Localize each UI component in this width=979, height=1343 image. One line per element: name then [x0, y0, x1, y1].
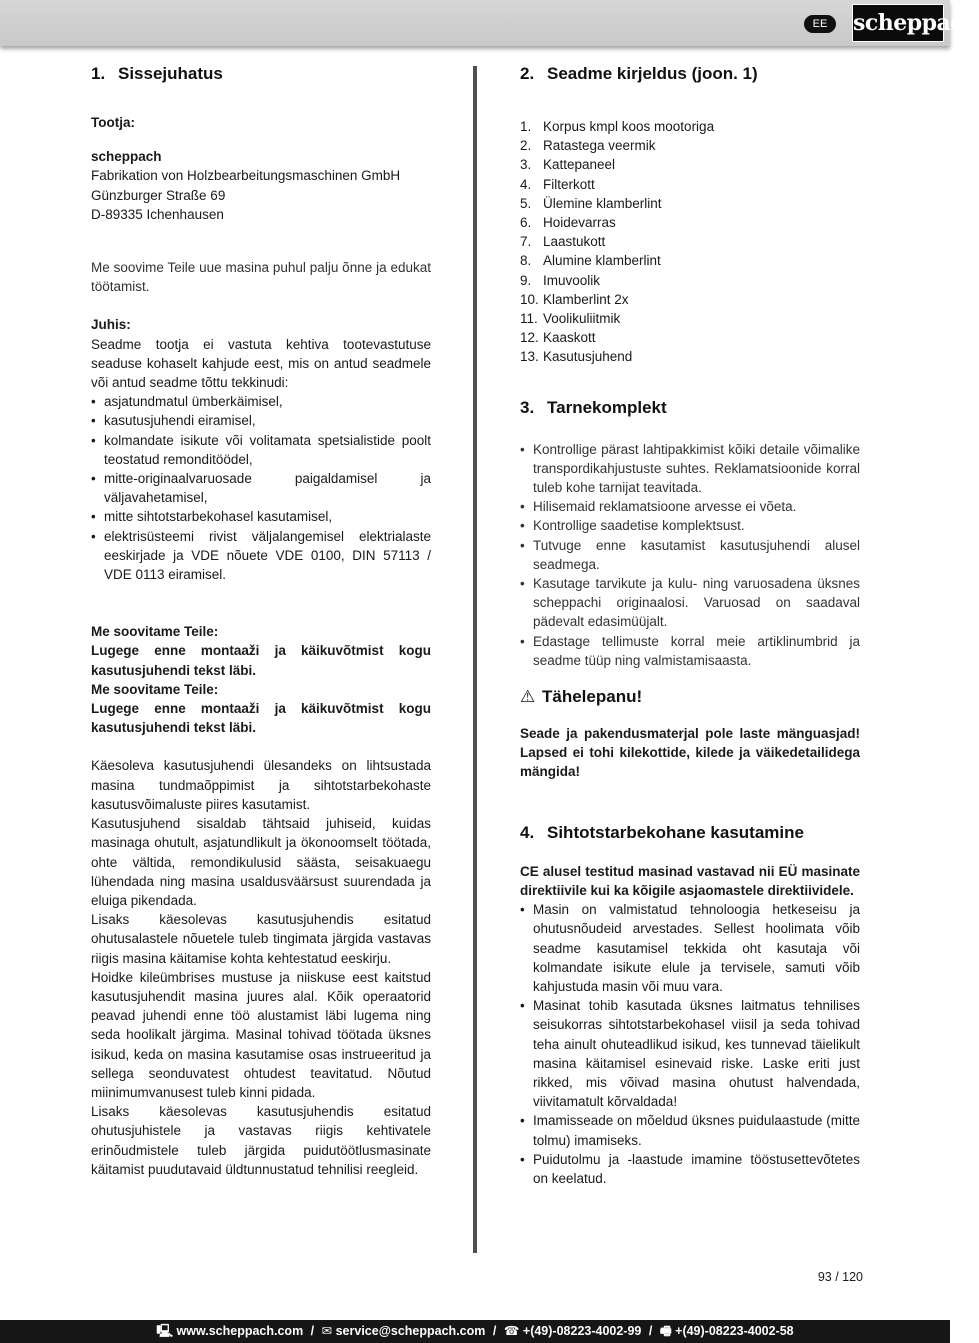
list-item: • Masin on valmistatud tehnoloogia hetkeseisu ja ohutusnõudeid arvestades. Sellest hoolimata võib seadme kasutamisel tekkida oht kasutaja või kolmandate isikute elule ja tervisele, samuti võib kahjustuda masin või muu vara.	[520, 900, 860, 996]
recommend-text-2: Lugege enne montaaži ja käikuvõtmist kogu kasutusjuhendi tekst läbi.	[91, 701, 431, 736]
list-item	[520, 232, 860, 251]
list-item	[520, 290, 860, 309]
list-item	[520, 213, 860, 232]
language-badge: EE	[804, 15, 836, 33]
brand-logo: scheppach	[852, 4, 944, 42]
right-column	[520, 62, 860, 1188]
phone-number: +(49)-08223-4002-99	[522, 1324, 642, 1338]
intended-use-bullet-list	[520, 900, 860, 1188]
item-number: 11.	[520, 311, 538, 327]
note-bullet-list	[91, 392, 431, 584]
item-text: Voolikuliitmik	[543, 311, 621, 327]
email-link[interactable]: service@scheppach.com	[335, 1324, 486, 1338]
list-item: • Kasutage tarvikute ja kulu- ning varuosadena üksnes scheppachi originaalosi. Varuosad on saadaval pädevalt edasimüüjalt.	[520, 574, 860, 632]
list-item: • Imamisseade on mõeldud üksnes puidulaastude (mitte tolmu) imamiseks.	[520, 1111, 860, 1149]
body-paragraph-4: Hoidke kileümbrises mustuse ja niiskuse eest kaitstud kasutusjuhendit masina juures alal. Kõik operaatorid peavad juhendi enne töö alustamist läbi lugema ning seda hoolikalt järgima. Masinal tohivad töötada üksnes isikud, keda on masina kasutamise osas instrueeritud ja sellega seonduvatest ohtudest teavitatud. Nõutud miinimumvanusest tuleb kinni pidada.	[91, 969, 431, 1100]
section-4-number: 4.	[520, 822, 535, 842]
item-number: 4.	[520, 176, 532, 192]
attention-text: Seade ja pakendusmaterjal pole laste mänguasjad! Lapsed ei tohi kilekottide, kilede ja väikedetailidega mängida!	[520, 726, 860, 780]
item-text: Hoidevarras	[543, 215, 616, 231]
item-text: Kaaskott	[543, 330, 596, 346]
manufacturer-label: Tootja:	[91, 115, 135, 130]
list-item	[520, 328, 860, 347]
item-number: 12.	[520, 330, 539, 346]
list-item: • mitte-originaalvaruosade paigaldamisel ja väljavahetamisel,	[91, 469, 431, 507]
section-1-title: Sissejuhatus	[118, 64, 223, 83]
note-label: Juhis:	[91, 317, 131, 333]
body-paragraph-1: Käesoleva kasutusjuhendi ülesandeks on lihtsustada masina tundmaõppimist ja sihtotstarbekohaste kasutusvõimaluste piires kasutamist.	[91, 758, 431, 812]
item-number: 3.	[520, 157, 532, 173]
warning-icon: ⚠	[520, 687, 536, 707]
item-number: 1.	[520, 119, 532, 134]
header-bar	[0, 0, 979, 46]
separator: /	[310, 1324, 315, 1338]
item-text: Imuvoolik	[543, 272, 601, 288]
item-text: Laastukott	[543, 234, 606, 250]
attention-heading	[520, 685, 860, 709]
list-item	[520, 251, 860, 270]
item-number: 7.	[520, 234, 532, 250]
item-number: 2.	[520, 138, 532, 154]
list-item	[520, 136, 860, 155]
phone-icon: ☎	[503, 1324, 520, 1338]
left-column	[91, 62, 431, 1179]
footer-bar	[0, 1320, 950, 1343]
section-4-heading	[520, 821, 860, 845]
list-item	[520, 347, 860, 366]
parts-list	[520, 117, 860, 367]
list-item: • Masinat tohib kasutada üksnes laitmatus tehnilises seisukorras sihtotstarbekohasel viisil ja seda tohivad teha ainult ohuteadlikud isikud, kes tunnevad täielikult masina käitamisel esinevaid riske. Laske eriti just rikked, mis võivad masina ohutust halvendada, viivitamatult kõrvaldada!	[520, 996, 860, 1111]
item-number: 6.	[520, 215, 532, 231]
address-line-2: Günzburger Straße 69	[91, 187, 226, 203]
section-2-heading	[520, 62, 860, 86]
fax-number: +(49)-08223-4002-58	[675, 1324, 794, 1338]
website-link[interactable]: www.scheppach.com	[176, 1324, 304, 1338]
item-text: Alumine klamberlint	[543, 253, 661, 269]
recommend-label-2: Me soovitame Teile:	[91, 681, 219, 697]
company-name: scheppach	[91, 149, 162, 165]
attention-title: Tähelepanu!	[542, 687, 643, 707]
section-2-number: 2.	[520, 64, 535, 83]
item-number: 9.	[520, 272, 532, 288]
section-1-number: 1.	[91, 64, 106, 83]
list-item	[520, 194, 860, 213]
note-text: Seadme tootja ei vastuta kehtiva tootevastutuse seaduse kohaselt kahjude eest, mis on antud seadmele või antud seadme tõttu tekkinudi:	[91, 336, 431, 391]
item-text: Korpus kmpl koos mootoriga	[543, 119, 715, 134]
list-item: • mitte sihtotstarbekohasel kasutamisel,	[91, 507, 431, 526]
list-item	[520, 175, 860, 194]
list-item	[520, 117, 860, 136]
item-text: Ülemine klamberlint	[543, 195, 662, 211]
item-number: 5.	[520, 195, 532, 211]
item-number: 13.	[520, 349, 539, 365]
list-item: • asjatundmatul ümberkäimisel,	[91, 392, 431, 411]
list-item: • Edastage tellimuste korral meie artiklinumbrid ja seadme tüüp ning valmistamisaasta.	[520, 632, 860, 670]
section-3-title: Tarnekomplekt	[547, 397, 667, 417]
body-paragraph-3: Lisaks käesolevas kasutusjuhendis esitatud ohutusalastele nõuetele tuleb tingimata järgida vastavas riigis masina käitamise kohta kehtestatud eeskirju.	[91, 912, 431, 966]
separator: /	[492, 1324, 497, 1338]
item-number: 8.	[520, 253, 532, 269]
list-item	[520, 155, 860, 174]
item-text: Klamberlint 2x	[543, 291, 629, 307]
list-item: • kolmandate isikute või volitamata spetsialistide poolt teostatud remonditöödel,	[91, 431, 431, 469]
section-3-number: 3.	[520, 397, 535, 417]
item-text: Kattepaneel	[543, 157, 616, 173]
list-item: • kasutusjuhendi eiramisel,	[91, 411, 431, 430]
item-text: Ratastega veermik	[543, 138, 656, 154]
separator: /	[648, 1324, 653, 1338]
list-item: • elektrisüsteemi rivist väljalangemisel elektrialaste eeskirjade ja VDE nõuete VDE 0100, DIN 57113 / VDE 0113 eiramisel.	[91, 527, 431, 585]
item-text: Kasutusjuhend	[543, 349, 633, 365]
recommend-text-1: Lugege enne montaaži ja käikuvõtmist kogu kasutusjuhendi tekst läbi.	[91, 643, 431, 678]
section-1-heading	[91, 62, 431, 86]
list-item: • Puidutolmu ja -laastude imamine tööstusettevõtetes on keelatud.	[520, 1150, 860, 1188]
delivery-bullet-list	[520, 440, 860, 670]
email-icon: ✉	[321, 1324, 333, 1338]
address-line-3: D-89335 Ichenhausen	[91, 206, 224, 222]
computer-icon: 🖳	[156, 1324, 174, 1338]
body-paragraph-5: Lisaks käesolevas kasutusjuhendis esitatud ohutusjuhistele ja vastavas riigis kehtivatele erinõudmistele tuleb järgida puidutöötlusmasinate käitamist puudutavaid üldtunnustatud tehnilisi reegleid.	[91, 1104, 431, 1177]
item-number: 10.	[520, 291, 539, 307]
list-item: • Tutvuge enne kasutamist kasutusjuhendi alusel seadmega.	[520, 536, 860, 574]
address-line-1: Fabrikation von Holzbearbeitungsmaschinen GmbH	[91, 168, 401, 184]
fax-icon: 🖷	[659, 1324, 672, 1338]
item-text: Filterkott	[543, 176, 595, 192]
greeting-text: Me soovime Teile uue masina puhul palju õnne ja edukat töötamist.	[91, 260, 431, 295]
page-number: 93 / 120	[817, 1270, 863, 1284]
list-item: • Hilisemaid reklamatsioone arvesse ei võeta.	[520, 497, 860, 516]
list-item: • Kontrollige saadetise komplektsust.	[520, 516, 860, 535]
body-paragraph-2: Kasutusjuhend sisaldab tähtsaid juhiseid, kuidas masinaga ohutult, asjatundlikult ja ökonoomselt töötada, ohte vältida, remondikulusid säästa, seisakuaegu lühendada ning masina usaldusväärsust suurendada ja eluiga pikendada.	[91, 816, 431, 908]
recommend-label-1: Me soovitame Teile:	[91, 624, 219, 640]
section-4-title: Sihtotstarbekohane kasutamine	[547, 822, 804, 842]
section-3-heading	[520, 396, 860, 420]
list-item	[520, 309, 860, 328]
section-2-title: Seadme kirjeldus (joon. 1)	[547, 64, 758, 83]
list-item	[520, 271, 860, 290]
list-item: • Kontrollige pärast lahtipakkimist kõiki detaile võimalike transpordikahjustuste suhtes. Reklamatsioonide korral tuleb kohe tarnijat teavitada.	[520, 440, 860, 498]
intended-use-intro: CE alusel testitud masinad vastavad nii EÜ masinate direktiivile kui ka kõigile asjaomastele direktiividele.	[520, 863, 860, 898]
column-divider	[473, 66, 477, 1253]
